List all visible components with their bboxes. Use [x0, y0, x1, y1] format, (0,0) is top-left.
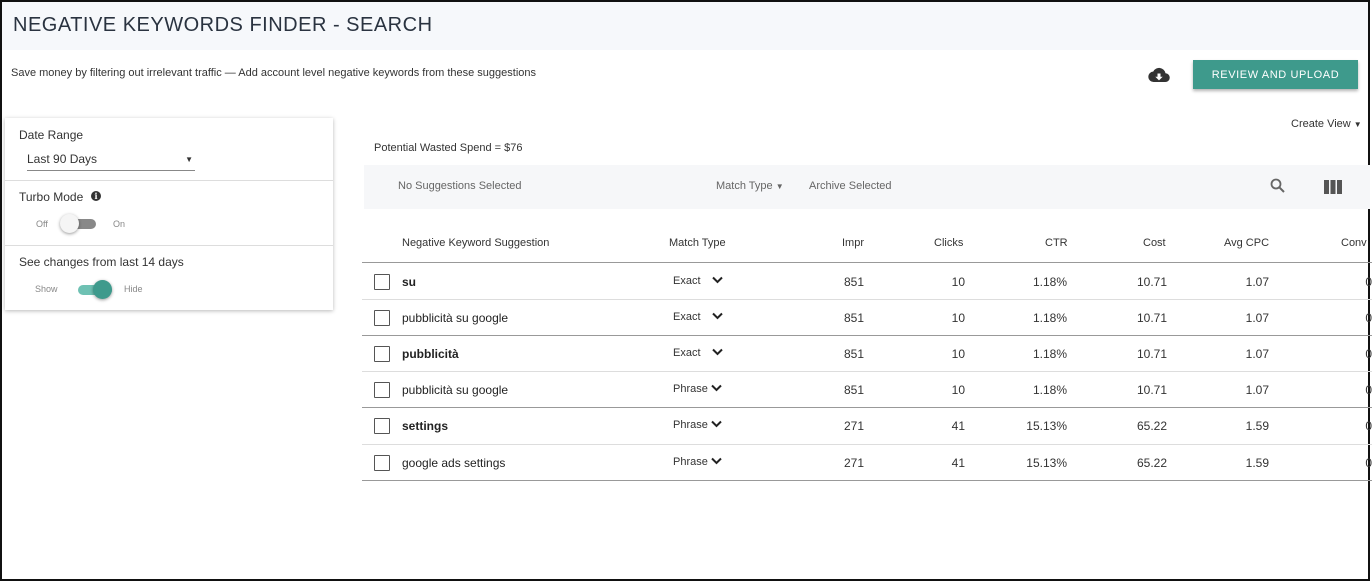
row-checkbox[interactable] [374, 346, 390, 362]
avg-cpc-cell: 1.59 [1245, 456, 1269, 470]
turbo-mode-section [5, 181, 333, 246]
table-toolbar [364, 165, 1370, 209]
caret-down-icon: ▼ [775, 182, 784, 191]
table-row[interactable] [362, 407, 1372, 443]
see-changes-toggle[interactable] [76, 280, 112, 300]
row-divider [362, 480, 1372, 481]
turbo-off-label: Off [36, 219, 48, 229]
ctr-cell: 1.18% [1032, 347, 1067, 361]
row-checkbox[interactable] [374, 382, 390, 398]
chevron-down-icon[interactable] [712, 276, 723, 284]
col-header-impr[interactable]: Impr [842, 237, 864, 249]
table-row[interactable] [362, 335, 1372, 371]
chevron-down-icon[interactable] [712, 312, 723, 320]
impr-cell: 851 [843, 383, 864, 397]
date-range-section [5, 118, 333, 181]
ctr-cell: 1.18% [1032, 311, 1067, 325]
turbo-mode-toggle[interactable] [60, 214, 96, 234]
table-row[interactable] [362, 444, 1372, 480]
col-header-keyword[interactable]: Negative Keyword Suggestion [402, 237, 550, 249]
info-icon[interactable]: i [91, 191, 101, 201]
match-type-menu[interactable] [716, 180, 784, 192]
impr-cell: 851 [843, 347, 864, 361]
col-header-conv[interactable]: Conv [1341, 237, 1367, 249]
ctr-cell: 15.13% [1026, 419, 1067, 433]
conv-cell: 0 [1365, 311, 1372, 325]
row-checkbox[interactable] [374, 455, 390, 471]
match-type-select[interactable]: Phrase [673, 456, 708, 468]
conv-cell: 0 [1365, 347, 1372, 361]
avg-cpc-cell: 1.07 [1245, 275, 1269, 289]
keyword-cell: google ads settings [402, 456, 506, 470]
cloud-download-icon[interactable] [1148, 66, 1170, 84]
date-range-value: Last 90 Days [27, 152, 98, 166]
cost-cell: 10.71 [1136, 383, 1167, 397]
wasted-spend-text: Potential Wasted Spend = $76 [374, 142, 523, 154]
match-type-select[interactable]: Phrase [673, 419, 708, 431]
clicks-cell: 10 [951, 311, 965, 325]
avg-cpc-cell: 1.07 [1245, 311, 1269, 325]
col-header-clicks[interactable]: Clicks [934, 237, 964, 249]
match-type-menu-label: Match Type [716, 180, 773, 192]
page-subtitle: Save money by filtering out irrelevant traffic — Add account level negative keywords from these suggestions [11, 67, 537, 79]
chevron-down-icon[interactable] [711, 384, 722, 392]
clicks-cell: 10 [951, 383, 965, 397]
review-and-upload-button[interactable]: REVIEW AND UPLOAD [1193, 60, 1358, 89]
dropdown-arrow-icon: ▼ [185, 155, 193, 164]
table-row[interactable] [362, 371, 1372, 407]
see-changes-label: See changes from last 14 days [19, 255, 184, 269]
cost-cell: 10.71 [1136, 347, 1167, 361]
keyword-cell: pubblicità su google [402, 311, 509, 325]
page-header [2, 2, 1368, 50]
see-changes-section [5, 246, 333, 310]
match-type-select[interactable]: Exact [673, 311, 701, 323]
date-range-select[interactable] [27, 148, 195, 171]
impr-cell: 271 [843, 456, 864, 470]
avg-cpc-cell: 1.07 [1245, 383, 1269, 397]
table-row[interactable] [362, 299, 1372, 335]
keyword-cell: settings [402, 419, 449, 433]
clicks-cell: 10 [951, 275, 965, 289]
conv-cell: 0 [1365, 275, 1372, 289]
impr-cell: 851 [843, 311, 864, 325]
col-header-avg-cpc[interactable]: Avg CPC [1224, 237, 1270, 249]
table-header [362, 226, 1372, 263]
avg-cpc-cell: 1.59 [1245, 419, 1269, 433]
cost-cell: 65.22 [1136, 456, 1167, 470]
row-checkbox[interactable] [374, 310, 390, 326]
chevron-down-icon[interactable] [711, 420, 722, 428]
turbo-on-label: On [113, 219, 126, 229]
page-title: NEGATIVE KEYWORDS FINDER - SEARCH [13, 14, 433, 36]
create-view-dropdown[interactable] [1291, 118, 1362, 130]
archive-selected-button[interactable]: Archive Selected [809, 180, 892, 192]
create-view-label: Create View [1291, 118, 1351, 130]
conv-cell: 0 [1365, 383, 1372, 397]
hide-label: Hide [124, 284, 143, 294]
keyword-cell: pubblicità su google [402, 383, 509, 397]
columns-icon[interactable] [1324, 180, 1342, 194]
row-checkbox[interactable] [374, 274, 390, 290]
col-header-match-type[interactable]: Match Type [669, 237, 726, 249]
cost-cell: 65.22 [1136, 419, 1167, 433]
ctr-cell: 15.13% [1026, 456, 1067, 470]
show-label: Show [35, 284, 58, 294]
dropdown-arrow-icon: ▼ [1353, 120, 1362, 129]
row-checkbox[interactable] [374, 418, 390, 434]
match-type-select[interactable]: Exact [673, 347, 701, 359]
cost-cell: 10.71 [1136, 311, 1167, 325]
impr-cell: 271 [843, 419, 864, 433]
ctr-cell: 1.18% [1032, 275, 1067, 289]
keyword-cell: su [402, 275, 417, 289]
cost-cell: 10.71 [1136, 275, 1167, 289]
match-type-select[interactable]: Exact [673, 275, 701, 287]
date-range-label: Date Range [19, 128, 84, 142]
selection-status: No Suggestions Selected [398, 180, 522, 192]
impr-cell: 851 [843, 275, 864, 289]
conv-cell: 0 [1365, 456, 1372, 470]
match-type-select[interactable]: Phrase [673, 383, 708, 395]
search-icon[interactable] [1270, 178, 1286, 194]
clicks-cell: 10 [951, 347, 965, 361]
chevron-down-icon[interactable] [711, 457, 722, 465]
chevron-down-icon[interactable] [712, 348, 723, 356]
col-header-cost[interactable]: Cost [1143, 237, 1166, 249]
avg-cpc-cell: 1.07 [1245, 347, 1269, 361]
col-header-ctr[interactable]: CTR [1045, 237, 1068, 249]
keyword-cell: pubblicità [402, 347, 459, 361]
settings-panel [5, 118, 333, 310]
table-row[interactable] [362, 263, 1372, 299]
clicks-cell: 41 [951, 419, 965, 433]
turbo-mode-label: Turbo Mode [19, 190, 84, 204]
conv-cell: 0 [1365, 419, 1372, 433]
ctr-cell: 1.18% [1032, 383, 1067, 397]
clicks-cell: 41 [951, 456, 965, 470]
